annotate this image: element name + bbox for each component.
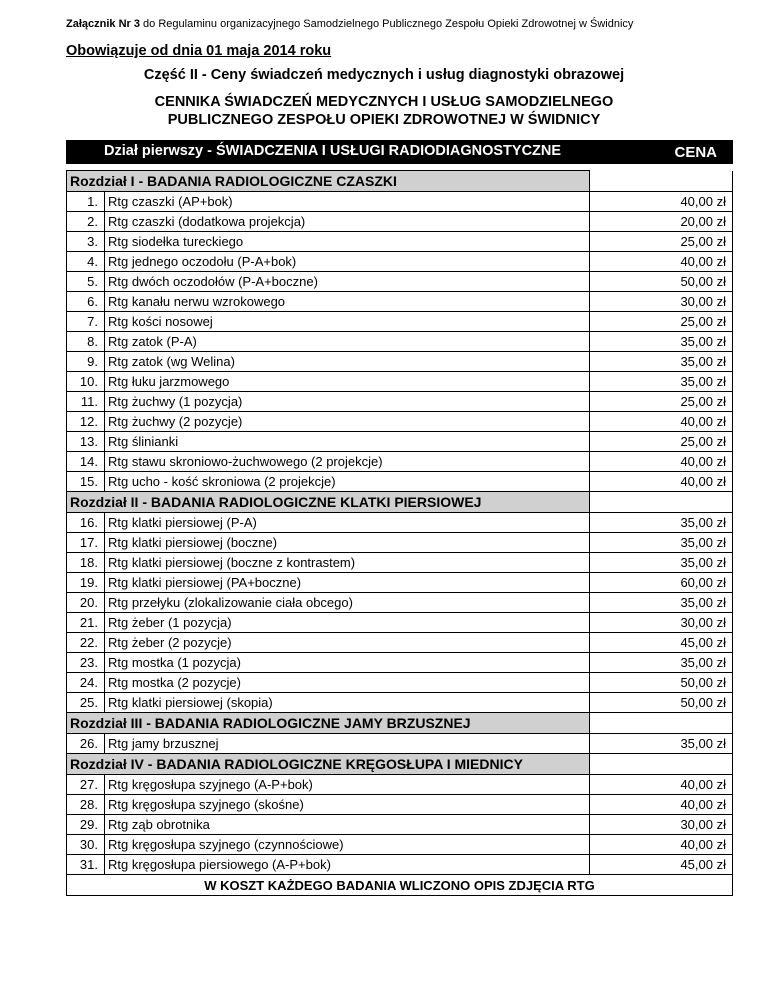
service-price: 35,00 zł <box>590 372 733 392</box>
price-column-header: CENA <box>674 144 717 161</box>
chapter-header-row <box>67 492 733 513</box>
table-row <box>67 292 733 312</box>
table-row <box>67 192 733 212</box>
service-name: Rtg klatki piersiowej (boczne) <box>105 533 590 553</box>
item-number: 30. <box>67 835 105 855</box>
table-row <box>67 653 733 673</box>
service-price: 50,00 zł <box>590 673 733 693</box>
table-row <box>67 573 733 593</box>
item-number: 3. <box>67 232 105 252</box>
chapter-price-blank <box>590 754 733 775</box>
table-row <box>67 472 733 492</box>
part-title: Część II - Ceny świadczeń medycznych i usług diagnostyki obrazowej <box>143 67 625 83</box>
service-price: 35,00 zł <box>590 332 733 352</box>
attachment-label: Załącznik Nr 3 <box>66 18 140 30</box>
service-price: 25,00 zł <box>590 312 733 332</box>
service-price: 25,00 zł <box>590 232 733 252</box>
service-name: Rtg ucho - kość skroniowa (2 projekcje) <box>105 472 590 492</box>
service-name: Rtg zatok (P-A) <box>105 332 590 352</box>
table-row <box>67 775 733 795</box>
service-name: Rtg przełyku (zlokalizowanie ciała obcego) <box>105 593 590 613</box>
item-number: 31. <box>67 855 105 875</box>
table-row <box>67 693 733 713</box>
service-price: 35,00 zł <box>590 513 733 533</box>
item-number: 18. <box>67 553 105 573</box>
service-price: 40,00 zł <box>590 252 733 272</box>
table-row <box>67 272 733 292</box>
service-price: 40,00 zł <box>590 835 733 855</box>
table-row <box>67 613 733 633</box>
item-number: 29. <box>67 815 105 835</box>
service-price: 35,00 zł <box>590 653 733 673</box>
item-number: 26. <box>67 734 105 754</box>
table-row <box>67 553 733 573</box>
section-title: Dział pierwszy - ŚWIADCZENIA I USŁUGI RADIODIAGNOSTYCZNE <box>104 143 562 159</box>
item-number: 19. <box>67 573 105 593</box>
table-row <box>67 593 733 613</box>
service-name: Rtg jednego oczodołu (P-A+bok) <box>105 252 590 272</box>
service-name: Rtg klatki piersiowej (PA+boczne) <box>105 573 590 593</box>
service-name: Rtg jamy brzusznej <box>105 734 590 754</box>
service-price: 30,00 zł <box>590 292 733 312</box>
chapter-title: Rozdział II - BADANIA RADIOLOGICZNE KLATKI PIERSIOWEJ <box>67 492 590 513</box>
service-price: 40,00 zł <box>590 472 733 492</box>
service-name: Rtg mostka (1 pozycja) <box>105 653 590 673</box>
service-name: Rtg łuku jarzmowego <box>105 372 590 392</box>
item-number: 20. <box>67 593 105 613</box>
table-row <box>67 815 733 835</box>
footer-note: W KOSZT KAŻDEGO BADANIA WLICZONO OPIS ZDJĘCIA RTG <box>67 875 733 896</box>
chapter-title: Rozdział III - BADANIA RADIOLOGICZNE JAMY BRZUSZNEJ <box>67 713 590 734</box>
table-row <box>67 673 733 693</box>
service-name: Rtg kręgosłupa szyjnego (czynnościowe) <box>105 835 590 855</box>
service-price: 25,00 zł <box>590 392 733 412</box>
chapter-price-blank <box>590 713 733 734</box>
service-price: 40,00 zł <box>590 452 733 472</box>
item-number: 25. <box>67 693 105 713</box>
table-row <box>67 392 733 412</box>
service-price: 35,00 zł <box>590 352 733 372</box>
table-row <box>67 452 733 472</box>
service-name: Rtg zatok (wg Welina) <box>105 352 590 372</box>
item-number: 17. <box>67 533 105 553</box>
main-title <box>0 93 768 129</box>
chapter-header-row <box>67 171 733 192</box>
table-row <box>67 432 733 452</box>
service-price: 20,00 zł <box>590 212 733 232</box>
service-name: Rtg mostka (2 pozycje) <box>105 673 590 693</box>
service-price: 60,00 zł <box>590 573 733 593</box>
item-number: 8. <box>67 332 105 352</box>
table-row <box>67 412 733 432</box>
service-price: 35,00 zł <box>590 553 733 573</box>
service-name: Rtg żeber (1 pozycja) <box>105 613 590 633</box>
item-number: 12. <box>67 412 105 432</box>
service-name: Rtg klatki piersiowej (boczne z kontrastem) <box>105 553 590 573</box>
chapter-header-row <box>67 754 733 775</box>
item-number: 11. <box>67 392 105 412</box>
service-price: 40,00 zł <box>590 412 733 432</box>
service-price: 35,00 zł <box>590 734 733 754</box>
item-number: 22. <box>67 633 105 653</box>
table-row <box>67 633 733 653</box>
item-number: 28. <box>67 795 105 815</box>
service-price: 45,00 zł <box>590 633 733 653</box>
service-price: 50,00 zł <box>590 693 733 713</box>
table-row <box>67 332 733 352</box>
chapter-price-blank <box>590 492 733 513</box>
service-name: Rtg czaszki (dodatkowa projekcja) <box>105 212 590 232</box>
chapter-price-blank <box>590 171 733 192</box>
price-table <box>66 170 733 896</box>
service-name: Rtg ślinianki <box>105 432 590 452</box>
main-title-line-2: PUBLICZNEGO ZESPOŁU OPIEKI ZDROWOTNEJ W ŚWIDNICY <box>167 112 601 128</box>
table-row <box>67 252 733 272</box>
main-title-line-1: CENNIKA ŚWIADCZEŃ MEDYCZNYCH I USŁUG SAMODZIELNEGO <box>154 94 614 110</box>
table-row <box>67 372 733 392</box>
table-row <box>67 312 733 332</box>
service-price: 30,00 zł <box>590 815 733 835</box>
section-header <box>66 140 733 164</box>
service-price: 40,00 zł <box>590 775 733 795</box>
table-row <box>67 855 733 875</box>
item-number: 5. <box>67 272 105 292</box>
item-number: 27. <box>67 775 105 795</box>
item-number: 21. <box>67 613 105 633</box>
chapter-header-row <box>67 713 733 734</box>
item-number: 7. <box>67 312 105 332</box>
item-number: 13. <box>67 432 105 452</box>
table-row <box>67 232 733 252</box>
attachment-note <box>66 18 633 30</box>
service-name: Rtg kanału nerwu wzrokowego <box>105 292 590 312</box>
table-row <box>67 513 733 533</box>
chapter-title: Rozdział IV - BADANIA RADIOLOGICZNE KRĘGOSŁUPA I MIEDNICY <box>67 754 590 775</box>
item-number: 9. <box>67 352 105 372</box>
table-row <box>67 734 733 754</box>
service-price: 30,00 zł <box>590 613 733 633</box>
service-name: Rtg klatki piersiowej (skopia) <box>105 693 590 713</box>
service-name: Rtg kości nosowej <box>105 312 590 332</box>
item-number: 15. <box>67 472 105 492</box>
service-price: 50,00 zł <box>590 272 733 292</box>
item-number: 23. <box>67 653 105 673</box>
item-number: 14. <box>67 452 105 472</box>
service-name: Rtg żuchwy (1 pozycja) <box>105 392 590 412</box>
service-name: Rtg kręgosłupa szyjnego (A-P+bok) <box>105 775 590 795</box>
service-name: Rtg żuchwy (2 pozycje) <box>105 412 590 432</box>
service-name: Rtg kręgosłupa piersiowego (A-P+bok) <box>105 855 590 875</box>
item-number: 6. <box>67 292 105 312</box>
valid-from-date: Obowiązuje od dnia 01 maja 2014 roku <box>66 43 332 59</box>
item-number: 10. <box>67 372 105 392</box>
attachment-text: do Regulaminu organizacyjnego Samodzielnego Publicznego Zespołu Opieki Zdrowotnej w Świdnicy <box>143 18 634 30</box>
service-name: Rtg czaszki (AP+bok) <box>105 192 590 212</box>
item-number: 24. <box>67 673 105 693</box>
table-row <box>67 533 733 553</box>
item-number: 4. <box>67 252 105 272</box>
service-name: Rtg dwóch oczodołów (P-A+boczne) <box>105 272 590 292</box>
table-row <box>67 352 733 372</box>
service-price: 45,00 zł <box>590 855 733 875</box>
item-number: 1. <box>67 192 105 212</box>
chapter-title: Rozdział I - BADANIA RADIOLOGICZNE CZASZKI <box>67 171 590 192</box>
service-price: 40,00 zł <box>590 192 733 212</box>
service-name: Rtg stawu skroniowo-żuchwowego (2 projekcje) <box>105 452 590 472</box>
item-number: 2. <box>67 212 105 232</box>
service-name: Rtg kręgosłupa szyjnego (skośne) <box>105 795 590 815</box>
service-price: 35,00 zł <box>590 593 733 613</box>
table-row <box>67 835 733 855</box>
item-number: 16. <box>67 513 105 533</box>
service-name: Rtg żeber (2 pozycje) <box>105 633 590 653</box>
service-name: Rtg siodełka tureckiego <box>105 232 590 252</box>
service-name: Rtg ząb obrotnika <box>105 815 590 835</box>
service-price: 25,00 zł <box>590 432 733 452</box>
service-price: 35,00 zł <box>590 533 733 553</box>
service-price: 40,00 zł <box>590 795 733 815</box>
service-name: Rtg klatki piersiowej (P-A) <box>105 513 590 533</box>
table-row <box>67 795 733 815</box>
table-row <box>67 212 733 232</box>
footer-row <box>67 875 733 896</box>
